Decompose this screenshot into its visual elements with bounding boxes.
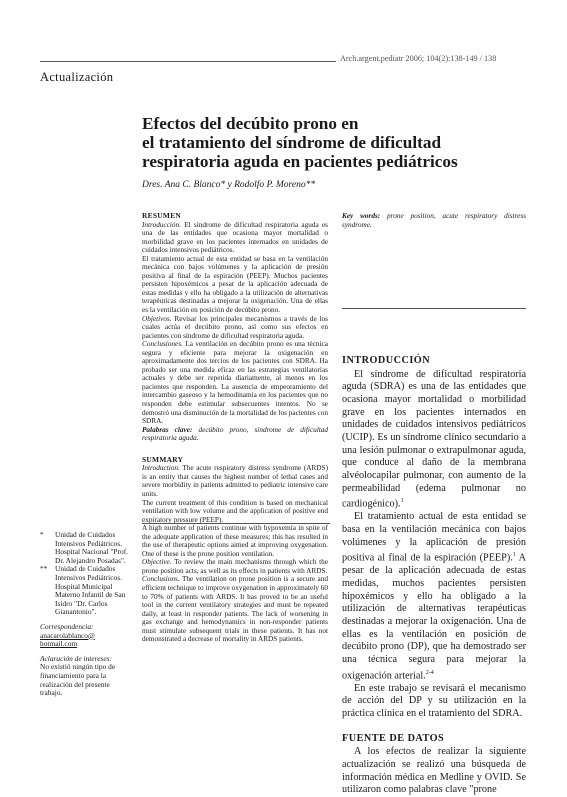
summary-conclusions: Conclusions. The ventilation on prone position is a secure and efficient technique to improve oxygenation in approximately 60 to 70% of patients with ARDS. It has proved to be an useful tool in the current ventilatory strategies and must be repeated daily, at least in responder patients. The lack of worsening in gas exchange and hemodynamics in non-responder patients must stimulate subsequent trials in these patients. It has not demonstrated a decrease of mortality in ARDS patients.	[142, 575, 328, 644]
summary-objective: Objective. To review the main mechanisms through which the prone position acts, as well as its effects in patients with ARDS.	[142, 558, 328, 575]
section-label: Actualización	[40, 70, 114, 84]
authors: Dres. Ana C. Blanco* y Rodolfo P. Moreno**	[142, 180, 316, 190]
summary-paragraph: The current treatment of this condition is based on mechanical ventilation with low volume and the application of positive end expiratory pressure (PEEP).	[142, 498, 328, 524]
affiliation-2: ** Unidad de Cuidados Intensivos Pediátricos. Hospital Municipal Materno Infantil de San Isidro "Dr. Carlos Gianantonio".	[40, 564, 126, 617]
body-paragraph: El síndrome de dificultad respiratoria aguda (SDRA) es una de las entidades que ocasiona mayor mortalidad o morbilidad grave en los pacientes internados en unidades de cuidados intensivos pediátricos (UCIP). Es un síndrome clínico secundario a una lesión pulmonar o extrapulmonar aguda, que conduce al daño de la membrana alvéolocapilar pulmonar, con aumento de la permeabilidad (edema pulmonar no cardiogénico).$^1$	[342, 368, 526, 510]
resumen-paragraph: El tratamiento actual de esta entidad se basa en la ventilación mecánica con bajos volúmenes y la aplicación de presión positiva al final de la espiración (PEEP). Muchos pacientes persisten hipoxémicos a pesar de la aplicación adecuada de estas medidas y ello ha obligado a la utilización de alternativas terapéuticas destinadas a mejorar la oxigenación. Una de ellas es la ventilación en posición de decúbito prono.	[142, 254, 328, 315]
interest-label: Aclaración de intereses:	[40, 653, 112, 663]
title-line: Efectos del decúbito prono en	[142, 114, 359, 133]
summary-heading: SUMMARY	[142, 454, 184, 464]
body-paragraph: A los efectos de realizar la siguiente actualización se realizó una búsqueda de información médica en Medline y OVID. Se utilizaron como palabras clave "prone	[342, 746, 526, 796]
journal-citation: Arch.argent.pediatr 2006; 104(2):138-149 / 138	[340, 54, 497, 63]
resumen-heading: RESUMEN	[142, 211, 182, 220]
correspondence-email[interactable]: anacarolablanco@ hotmail.com	[40, 630, 95, 649]
summary-keywords: Key words: prone position, acute respiratory distress syndrome.	[342, 212, 526, 229]
body-paragraph: En este trabajo se revisará el mecanismo de acción del DP y su utilización en la práctica clínica en el tratamiento del SDRA.	[342, 682, 526, 719]
introduccion-heading: INTRODUCCIÓN	[342, 355, 431, 366]
article-title	[142, 114, 532, 172]
correspondence-label: Correspondencia:	[40, 621, 94, 631]
resumen-conclusions: Conclusiones. La ventilación en decúbito prono es una técnica segura y eficiente para mejorar la oxigenación en aproximadamente dos tercios de los pacientes con SDRA. Ha probado ser una medida eficaz en las estrategias ventilatorias actuales y debe ser repetida diariamente, al menos en los pacientes que responden. La ausencia de empeoramiento del intercambio gaseoso y la hemodinamia en los pacientes que no responden debe estimular subsecuentes intentos. No se demostró una disminución de la mortalidad de los pacientes con SDRA.	[142, 340, 328, 426]
footnotes	[40, 531, 130, 698]
interest-text: No existió ningún tipo de financiamiento para la realización del presente trabajo.	[40, 662, 116, 698]
abstract-divider-right	[342, 308, 526, 309]
title-line: respiratoria aguda en pacientes pediátricos	[142, 152, 458, 172]
abstract-continued	[342, 212, 526, 229]
header-rule	[40, 61, 336, 62]
body-paragraph: El tratamiento actual de esta entidad se basa en la ventilación mecánica con bajos volúmenes y la aplicación de presión positiva al final de la espiración (PEEP).$^1$ A pesar de la aplicación adecuada de estas medidas, muchos pacientes persisten hipoxémicos y ello ha obligado a la utilización de alternativas terapéuticas destinadas a mejorar la oxigenación. Una de ellas es la ventilación en posición de decúbito prono (DP), que ha demostrado ser una técnica segura para mejorar la oxigenación arterial.$^{2-4}$	[342, 511, 526, 681]
resumen-keywords: Palabras clave: decúbito prono, síndrome de dificultad respiratoria aguda.	[142, 425, 328, 443]
affiliation-1: * Unidad de Cuidados Intensivos Pediátricos. Hospital Nacional "Prof. Dr. Alejandro Posadas".	[40, 530, 129, 565]
fuente-heading: FUENTE DE DATOS	[342, 732, 445, 744]
article-body	[342, 355, 526, 797]
summary-intro: Introduction. The acute respiratory distress syndrome (ARDS) is an entity that causes the highest number of lethal cases and severe morbidity in patients admitted to pediatric intensive care units.	[142, 464, 328, 498]
abstract-divider-left	[142, 523, 330, 524]
resumen-intro: Introducción. El síndrome de dificultad respiratoria aguda es una de las entidades que ocasiona mayor mortalidad o morbilidad grave en los pacientes internados en unidades de cuidados intensivos pediátricos.	[142, 220, 328, 255]
abstract-column	[142, 212, 328, 644]
summary-paragraph: A high number of patients continue with hypoxemia in spite of the adequate application of these measures; this has resulted in the use of therapeutic options aimed at improving oxygenation. One of these is the prone position ventilation.	[142, 524, 328, 558]
resumen-objectives: Objetivos. Revisar los principales mecanismos a través de los cuales actúa el decúbito prono, así como sus efectos en pacientes con síndrome de dificultad respiratoria aguda.	[142, 314, 328, 340]
title-line: el tratamiento del síndrome de dificultad	[142, 133, 442, 153]
